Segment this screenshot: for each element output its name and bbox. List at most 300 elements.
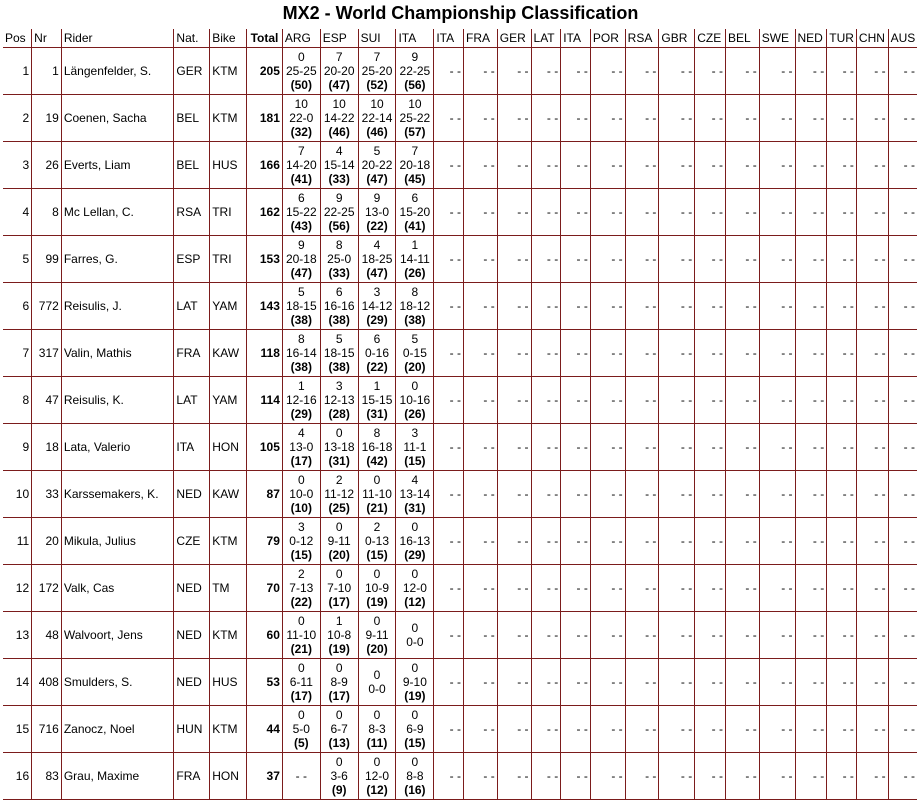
gp-bonus-points: 10 <box>332 97 346 111</box>
gp-result-cell <box>396 283 434 330</box>
gp-empty-cell: - - <box>695 565 726 612</box>
gp-empty-cell: - - <box>659 424 695 471</box>
gp-empty-cell: - - <box>561 189 591 236</box>
gp-empty-cell: - - <box>463 706 497 753</box>
bike-cell: HON <box>210 753 247 800</box>
gp-empty-cell: - - <box>590 236 625 283</box>
gp-result-cell <box>282 518 320 565</box>
classification-table <box>3 29 917 800</box>
gp-race-points: 9-10 <box>402 675 427 689</box>
gp-empty-cell: - - <box>659 753 695 800</box>
gp-bonus-points: 5 <box>297 285 305 299</box>
gp-result-cell <box>358 518 396 565</box>
gp-result-cell <box>320 565 358 612</box>
gp-bonus-points: 0 <box>297 708 305 722</box>
nationality-cell: RSA <box>174 189 210 236</box>
gp-empty-cell: - - <box>725 189 759 236</box>
table-row <box>3 95 917 142</box>
gp-empty-cell: - - <box>590 189 625 236</box>
gp-empty-cell: - - <box>795 518 827 565</box>
nationality-cell: FRA <box>174 753 210 800</box>
gp-empty-cell: - - <box>659 189 695 236</box>
gp-empty-cell: - - <box>590 95 625 142</box>
gp-empty-cell: - - <box>856 377 888 424</box>
gp-total-points: (21) <box>290 642 312 656</box>
gp-race-points: 14-11 <box>399 252 430 266</box>
gp-result-cell <box>282 659 320 706</box>
gp-total-points: (22) <box>366 219 388 233</box>
total-points-cell: 166 <box>247 142 283 189</box>
gp-empty-cell: - - <box>531 659 561 706</box>
gp-empty-cell: - - <box>695 236 726 283</box>
gp-total-points: (19) <box>366 595 388 609</box>
table-row <box>3 753 917 800</box>
gp-bonus-points: 7 <box>373 50 381 64</box>
gp-race-points: 16-13 <box>399 534 431 548</box>
gp-empty-cell: - - <box>434 189 464 236</box>
total-points-cell: 162 <box>247 189 283 236</box>
rider-name-cell[interactable]: Zanocz, Noel <box>61 706 174 753</box>
gp-empty-cell: - - <box>434 48 464 95</box>
nationality-cell: LAT <box>174 283 210 330</box>
gp-empty-cell: - - <box>434 753 464 800</box>
rider-name-cell[interactable]: Everts, Liam <box>61 142 174 189</box>
gp-empty-cell: - - <box>463 612 497 659</box>
rider-number-cell: 716 <box>32 706 62 753</box>
rider-name-cell[interactable]: Lata, Valerio <box>61 424 174 471</box>
gp-bonus-points: 8 <box>411 285 419 299</box>
gp-empty-cell: - - <box>531 142 561 189</box>
gp-bonus-points: 6 <box>373 332 381 346</box>
table-row <box>3 612 917 659</box>
gp-empty-cell: - - <box>725 48 759 95</box>
column-header-gp[interactable]: NED <box>795 29 827 48</box>
gp-bonus-points: 0 <box>373 755 381 769</box>
gp-bonus-points: 5 <box>411 332 419 346</box>
gp-empty-cell: - - <box>590 565 625 612</box>
gp-empty-cell: - - <box>827 659 857 706</box>
gp-result-cell <box>282 189 320 236</box>
total-points-cell: 87 <box>247 471 283 518</box>
gp-empty-cell: - - <box>695 189 726 236</box>
gp-result-cell <box>282 95 320 142</box>
gp-empty-cell: - - <box>856 659 888 706</box>
gp-bonus-points: 9 <box>297 238 305 252</box>
column-header-gp[interactable]: LAT <box>531 29 561 48</box>
gp-empty-cell: - - <box>625 377 659 424</box>
gp-empty-cell: - - <box>497 706 531 753</box>
bike-cell: HON <box>210 424 247 471</box>
gp-empty-cell: - - <box>888 330 917 377</box>
gp-empty-cell: - - <box>434 283 464 330</box>
gp-bonus-points: 4 <box>297 426 305 440</box>
gp-empty-cell: - - <box>795 659 827 706</box>
rider-name-cell[interactable]: Valk, Cas <box>61 565 174 612</box>
gp-bonus-points: 3 <box>373 285 381 299</box>
column-header-nr[interactable]: Nr <box>32 29 62 48</box>
table-row <box>3 330 917 377</box>
gp-race-points: 13-14 <box>399 487 431 501</box>
gp-empty-cell: - - <box>759 753 795 800</box>
gp-race-points: 6-7 <box>330 722 348 736</box>
gp-result-cell <box>358 471 396 518</box>
gp-empty-cell: - - <box>463 377 497 424</box>
gp-empty-cell: - - <box>695 377 726 424</box>
nationality-cell: CZE <box>174 518 210 565</box>
rider-number-cell: 772 <box>32 283 62 330</box>
gp-empty-cell: - - <box>888 518 917 565</box>
gp-empty-cell: - - <box>531 424 561 471</box>
gp-empty-cell: - - <box>888 706 917 753</box>
gp-empty-cell: - - <box>625 471 659 518</box>
gp-empty-cell: - - <box>434 236 464 283</box>
gp-empty-cell: - - <box>888 236 917 283</box>
gp-total-points: (38) <box>290 313 312 327</box>
gp-race-points: 15-14 <box>323 158 355 172</box>
gp-result-cell <box>320 706 358 753</box>
gp-empty-cell: - - <box>725 565 759 612</box>
gp-empty-cell: - - <box>888 95 917 142</box>
gp-bonus-points: 3 <box>297 520 305 534</box>
gp-bonus-points: 9 <box>411 50 419 64</box>
gp-empty-cell: - - <box>625 612 659 659</box>
gp-bonus-points: 6 <box>335 285 343 299</box>
gp-empty-cell: - - <box>531 236 561 283</box>
gp-total-points: (31) <box>366 407 388 421</box>
column-header-total[interactable]: Total <box>247 29 283 48</box>
gp-race-points: 11-1 <box>403 440 427 454</box>
column-header-gp[interactable]: BEL <box>725 29 759 48</box>
gp-result-cell <box>396 518 434 565</box>
gp-empty-cell: - - <box>590 471 625 518</box>
gp-race-points: 25-0 <box>327 252 352 266</box>
gp-total-points: (31) <box>328 454 350 468</box>
gp-total-points: (33) <box>328 266 350 280</box>
column-header-gp[interactable]: AUS <box>888 29 917 48</box>
gp-empty-cell: - - <box>590 753 625 800</box>
column-header-gp[interactable]: GBR <box>659 29 695 48</box>
gp-empty-cell: - - <box>856 518 888 565</box>
gp-race-points: 18-15 <box>285 299 317 313</box>
table-row <box>3 659 917 706</box>
gp-total-points: (12) <box>404 595 426 609</box>
gp-race-points: - - <box>295 769 307 783</box>
gp-bonus-points: 4 <box>335 144 343 158</box>
gp-empty-cell: - - <box>434 612 464 659</box>
gp-empty-cell: - - <box>759 95 795 142</box>
gp-empty-cell: - - <box>497 565 531 612</box>
gp-result-cell <box>358 424 396 471</box>
gp-result-cell <box>358 659 396 706</box>
gp-empty-cell: - - <box>827 706 857 753</box>
column-header-bike[interactable]: Bike <box>210 29 247 48</box>
total-points-cell: 118 <box>247 330 283 377</box>
rider-name-cell[interactable]: Längenfelder, S. <box>61 48 174 95</box>
gp-empty-cell: - - <box>759 612 795 659</box>
gp-race-points: 25-22 <box>399 111 431 125</box>
gp-race-points: 16-14 <box>285 346 317 360</box>
gp-empty-cell: - - <box>759 189 795 236</box>
gp-total-points: (20) <box>404 360 426 374</box>
gp-result-cell <box>396 189 434 236</box>
gp-race-points: 9-11 <box>327 534 351 548</box>
rider-number-cell: 19 <box>32 95 62 142</box>
gp-bonus-points: 0 <box>373 708 381 722</box>
gp-bonus-points: 0 <box>335 661 343 675</box>
gp-empty-cell: - - <box>434 142 464 189</box>
gp-empty-cell: - - <box>561 95 591 142</box>
gp-empty-cell: - - <box>659 471 695 518</box>
gp-race-points: 10-0 <box>289 487 314 501</box>
column-header-gp[interactable]: FRA <box>463 29 497 48</box>
gp-result-cell <box>358 330 396 377</box>
gp-bonus-points: 8 <box>297 332 305 346</box>
gp-empty-cell: - - <box>827 95 857 142</box>
gp-total-points: (52) <box>366 78 388 92</box>
gp-result-cell <box>282 753 320 800</box>
rider-number-cell: 317 <box>32 330 62 377</box>
gp-empty-cell: - - <box>434 95 464 142</box>
column-header-gp[interactable]: SUI <box>358 29 396 48</box>
bike-cell: KTM <box>210 518 247 565</box>
column-header-gp[interactable]: TUR <box>827 29 857 48</box>
column-header-gp[interactable]: CHN <box>856 29 888 48</box>
total-points-cell: 37 <box>247 753 283 800</box>
gp-empty-cell: - - <box>725 236 759 283</box>
gp-result-cell <box>396 48 434 95</box>
bike-cell: TRI <box>210 189 247 236</box>
rider-name-cell[interactable]: Farres, G. <box>61 236 174 283</box>
gp-result-cell <box>358 565 396 612</box>
column-header-gp[interactable]: RSA <box>625 29 659 48</box>
column-header-gp[interactable]: ITA <box>396 29 434 48</box>
table-row <box>3 189 917 236</box>
position-cell: 8 <box>3 377 32 424</box>
gp-race-points: 18-12 <box>399 299 431 313</box>
gp-empty-cell: - - <box>725 706 759 753</box>
gp-empty-cell: - - <box>827 424 857 471</box>
gp-race-points: 18-25 <box>361 252 393 266</box>
column-header-rider[interactable]: Rider <box>61 29 174 48</box>
gp-empty-cell: - - <box>497 612 531 659</box>
gp-empty-cell: - - <box>795 424 827 471</box>
gp-total-points: (38) <box>290 360 312 374</box>
gp-empty-cell: - - <box>827 377 857 424</box>
position-cell: 14 <box>3 659 32 706</box>
gp-empty-cell: - - <box>463 189 497 236</box>
gp-total-points: (19) <box>404 689 426 703</box>
gp-empty-cell: - - <box>659 706 695 753</box>
rider-name-cell[interactable]: Mikula, Julius <box>61 518 174 565</box>
gp-empty-cell: - - <box>725 283 759 330</box>
gp-empty-cell: - - <box>759 48 795 95</box>
column-header-gp[interactable]: GER <box>497 29 531 48</box>
gp-empty-cell: - - <box>561 330 591 377</box>
gp-bonus-points: 7 <box>297 144 305 158</box>
gp-race-points: 22-25 <box>399 64 431 78</box>
total-points-cell: 53 <box>247 659 283 706</box>
column-header-nat[interactable]: Nat. <box>174 29 210 48</box>
gp-race-points: 22-0 <box>289 111 314 125</box>
rider-name-cell[interactable]: Reisulis, J. <box>61 283 174 330</box>
rider-name-cell[interactable]: Karssemakers, K. <box>61 471 174 518</box>
gp-empty-cell: - - <box>463 424 497 471</box>
gp-empty-cell: - - <box>625 330 659 377</box>
gp-empty-cell: - - <box>759 471 795 518</box>
gp-result-cell <box>358 283 396 330</box>
rider-number-cell: 26 <box>32 142 62 189</box>
gp-empty-cell: - - <box>759 236 795 283</box>
gp-empty-cell: - - <box>795 706 827 753</box>
gp-race-points: 8-3 <box>368 722 386 736</box>
gp-total-points: (11) <box>366 736 388 750</box>
nationality-cell: NED <box>174 659 210 706</box>
gp-bonus-points: 0 <box>373 567 381 581</box>
gp-bonus-points: 0 <box>373 473 381 487</box>
gp-empty-cell: - - <box>497 236 531 283</box>
gp-empty-cell: - - <box>659 518 695 565</box>
gp-empty-cell: - - <box>856 283 888 330</box>
gp-empty-cell: - - <box>625 659 659 706</box>
gp-total-points: (20) <box>366 642 388 656</box>
gp-bonus-points: 0 <box>297 614 305 628</box>
gp-empty-cell: - - <box>463 565 497 612</box>
gp-total-points: (22) <box>366 360 388 374</box>
column-header-gp[interactable]: SWE <box>759 29 795 48</box>
gp-empty-cell: - - <box>531 565 561 612</box>
gp-empty-cell: - - <box>625 753 659 800</box>
rider-number-cell: 172 <box>32 565 62 612</box>
gp-empty-cell: - - <box>463 753 497 800</box>
column-header-gp[interactable]: ITA <box>434 29 464 48</box>
gp-empty-cell: - - <box>888 283 917 330</box>
gp-total-points: (12) <box>366 783 388 797</box>
gp-empty-cell: - - <box>463 518 497 565</box>
total-points-cell: 143 <box>247 283 283 330</box>
gp-bonus-points: 0 <box>335 708 343 722</box>
gp-race-points: 15-15 <box>361 393 393 407</box>
gp-result-cell <box>358 612 396 659</box>
bike-cell: HUS <box>210 659 247 706</box>
gp-total-points: (47) <box>366 172 388 186</box>
gp-empty-cell: - - <box>561 659 591 706</box>
gp-empty-cell: - - <box>827 283 857 330</box>
gp-race-points: 8-8 <box>406 769 424 783</box>
rider-name-cell[interactable]: Grau, Maxime <box>61 753 174 800</box>
gp-total-points: (20) <box>328 548 350 562</box>
gp-race-points: 12-0 <box>402 581 427 595</box>
gp-empty-cell: - - <box>463 471 497 518</box>
rider-name-cell[interactable]: Mc Lellan, C. <box>61 189 174 236</box>
gp-empty-cell: - - <box>561 48 591 95</box>
gp-bonus-points: 10 <box>294 97 308 111</box>
gp-race-points: 0-12 <box>289 534 314 548</box>
column-header-gp[interactable]: ITA <box>561 29 591 48</box>
gp-empty-cell: - - <box>561 565 591 612</box>
gp-empty-cell: - - <box>725 424 759 471</box>
gp-empty-cell: - - <box>561 142 591 189</box>
position-cell: 2 <box>3 95 32 142</box>
gp-total-points: (47) <box>328 78 350 92</box>
total-points-cell: 114 <box>247 377 283 424</box>
gp-empty-cell: - - <box>659 612 695 659</box>
position-cell: 15 <box>3 706 32 753</box>
gp-bonus-points: 3 <box>335 379 343 393</box>
gp-result-cell <box>358 236 396 283</box>
gp-race-points: 15-22 <box>285 205 317 219</box>
gp-race-points: 22-25 <box>323 205 355 219</box>
rider-name-cell[interactable]: Walvoort, Jens <box>61 612 174 659</box>
gp-empty-cell: - - <box>695 283 726 330</box>
gp-empty-cell: - - <box>590 283 625 330</box>
column-header-gp[interactable]: CZE <box>695 29 726 48</box>
column-header-pos[interactable]: Pos <box>3 29 32 48</box>
gp-result-cell <box>282 48 320 95</box>
gp-empty-cell: - - <box>531 706 561 753</box>
gp-total-points: (13) <box>328 736 350 750</box>
gp-total-points: (56) <box>328 219 350 233</box>
column-header-gp[interactable]: ESP <box>320 29 358 48</box>
position-cell: 7 <box>3 330 32 377</box>
gp-empty-cell: - - <box>531 95 561 142</box>
gp-bonus-points: 1 <box>373 379 381 393</box>
gp-empty-cell: - - <box>725 142 759 189</box>
total-points-cell: 181 <box>247 95 283 142</box>
gp-bonus-points: 9 <box>335 191 343 205</box>
gp-total-points: (29) <box>290 407 312 421</box>
rider-name-cell[interactable]: Reisulis, K. <box>61 377 174 424</box>
column-header-gp[interactable]: ARG <box>282 29 320 48</box>
gp-empty-cell: - - <box>725 95 759 142</box>
gp-bonus-points: 4 <box>373 238 381 252</box>
gp-total-points: (33) <box>328 172 350 186</box>
gp-empty-cell: - - <box>795 377 827 424</box>
column-header-gp[interactable]: POR <box>590 29 625 48</box>
gp-bonus-points: 0 <box>411 755 419 769</box>
gp-empty-cell: - - <box>888 753 917 800</box>
gp-empty-cell: - - <box>856 95 888 142</box>
gp-result-cell <box>320 189 358 236</box>
gp-empty-cell: - - <box>463 659 497 706</box>
bike-cell: YAM <box>210 377 247 424</box>
gp-empty-cell: - - <box>497 189 531 236</box>
gp-total-points: (10) <box>290 501 312 515</box>
gp-race-points: 10-16 <box>399 393 431 407</box>
rider-name-cell[interactable]: Coenen, Sacha <box>61 95 174 142</box>
gp-empty-cell: - - <box>888 659 917 706</box>
rider-number-cell: 83 <box>32 753 62 800</box>
gp-empty-cell: - - <box>759 283 795 330</box>
rider-name-cell[interactable]: Smulders, S. <box>61 659 174 706</box>
gp-race-points: 12-13 <box>323 393 355 407</box>
position-cell: 5 <box>3 236 32 283</box>
gp-empty-cell: - - <box>795 189 827 236</box>
gp-empty-cell: - - <box>561 236 591 283</box>
gp-race-points: 5-0 <box>292 722 310 736</box>
gp-empty-cell: - - <box>856 565 888 612</box>
gp-total-points: (17) <box>328 689 350 703</box>
gp-empty-cell: - - <box>531 48 561 95</box>
gp-total-points: (28) <box>328 407 350 421</box>
position-cell: 11 <box>3 518 32 565</box>
rider-name-cell[interactable]: Valin, Mathis <box>61 330 174 377</box>
gp-result-cell <box>320 283 358 330</box>
gp-empty-cell: - - <box>888 189 917 236</box>
gp-total-points: (5) <box>293 736 309 750</box>
bike-cell: KAW <box>210 330 247 377</box>
gp-race-points: 20-18 <box>285 252 317 266</box>
gp-result-cell <box>320 330 358 377</box>
